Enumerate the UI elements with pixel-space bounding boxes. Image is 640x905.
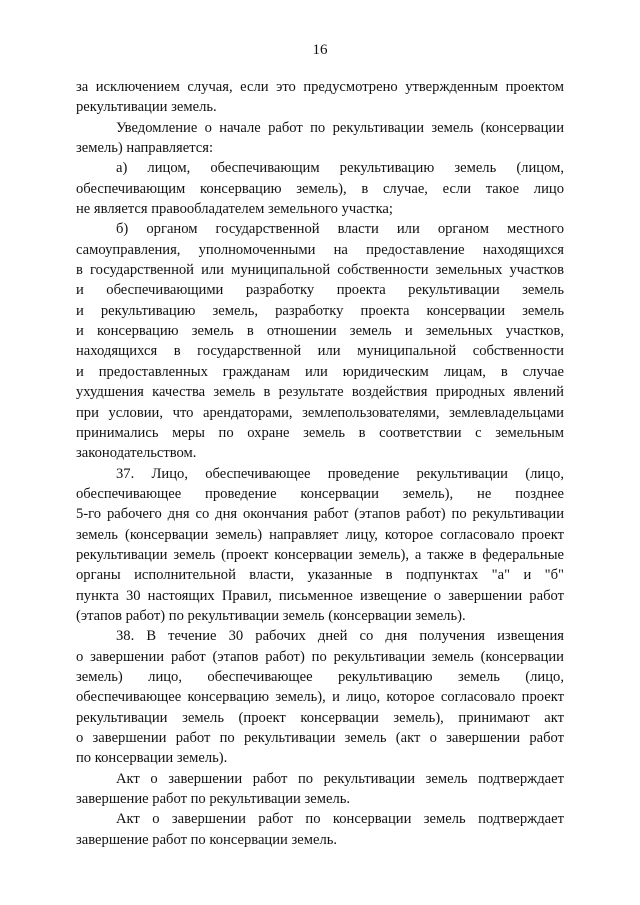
text-line: за исключением случая, если это предусмотрено утвержденным проектом xyxy=(76,79,564,95)
text-line: самоуправления, уполномоченными на предоставление находящихся xyxy=(76,241,564,258)
text-line: рекультивации земель (проект консервации земель), принимают акт xyxy=(76,709,564,726)
text-line: завершение работ по рекультивации земель. xyxy=(76,791,351,808)
text-line: обеспечивающим консервацию земель), в случае, если такое лицо xyxy=(76,180,564,197)
text-line: Акт о завершении работ по рекультивации земель подтверждает xyxy=(116,770,564,787)
text-line: по консервации земель). xyxy=(76,750,228,767)
text-line: рекультивации земель. xyxy=(76,99,217,116)
text-line: пункта 30 настоящих Правил, письменное извещение о завершении работ xyxy=(76,587,564,604)
text-line: а) лицом, обеспечивающим рекультивацию земель (лицом, xyxy=(116,160,564,177)
text-line: обеспечивающее проведение консервации земель), не позднее xyxy=(76,485,564,502)
text-line: 37. Лицо, обеспечивающее проведение рекультивации (лицо, xyxy=(116,465,564,482)
text-line: и консервацию земель в отношении земель и земельных участков, xyxy=(76,323,564,340)
text-line: ухудшения качества земель в результате воздействия природных явлений xyxy=(76,384,564,401)
document-body xyxy=(76,77,564,850)
text-line: земель) направляется: xyxy=(76,140,214,157)
text-line: находящихся в государственной или муниципальной собственности xyxy=(76,343,564,360)
text-line: Уведомление о начале работ по рекультивации земель (консервации xyxy=(116,119,564,136)
text-line: обеспечивающее консервацию земель), и лицо, которое согласовало проект xyxy=(76,689,564,706)
text-line: 38. В течение 30 рабочих дней со дня получения извещения xyxy=(116,628,564,645)
text-line: принимались меры по охране земель в соответствии с земельным xyxy=(76,424,564,441)
text-line: рекультивации земель (проект консервации земель), а также в федеральные xyxy=(76,546,564,563)
page-number: 16 xyxy=(312,42,328,58)
text-line: земель) лицо, обеспечивающее рекультивацию земель (лицо, xyxy=(76,668,564,685)
text-line: (этапов работ) по рекультивации земель (консервации земель). xyxy=(76,607,466,624)
text-line: не является правообладателем земельного участка; xyxy=(76,201,393,218)
text-line: и рекультивацию земель, разработку проекта консервации земель xyxy=(76,302,564,319)
text-line: завершение работ по консервации земель. xyxy=(76,831,338,848)
text-line: 5-го рабочего дня со дня окончания работ (этапов работ) по рекультивации xyxy=(76,506,564,523)
text-line: законодательством. xyxy=(76,445,197,462)
text-line: б) органом государственной власти или органом местного xyxy=(116,221,564,238)
text-line: и предоставленных гражданам или юридическим лицам, в случае xyxy=(76,363,564,380)
text-line: о завершении работ (этапов работ) по рекультивации земель (консервации xyxy=(76,648,564,665)
text-line: о завершении работ по рекультивации земель (акт о завершении работ xyxy=(76,730,564,746)
text-line: и обеспечивающими разработку проекта рекультивации земель xyxy=(76,282,564,299)
text-line: органы исполнительной власти, указанные в подпунктах "а" и "б" xyxy=(76,567,564,584)
text-line: в государственной или муниципальной собственности земельных участков xyxy=(76,262,564,279)
text-line: при условии, что арендаторами, землепользователями, землевладельцами xyxy=(76,404,564,421)
text-line: Акт о завершении работ по консервации земель подтверждает xyxy=(116,811,564,828)
text-line: земель (консервации земель) направляет лицу, которое согласовало проект xyxy=(76,526,564,543)
